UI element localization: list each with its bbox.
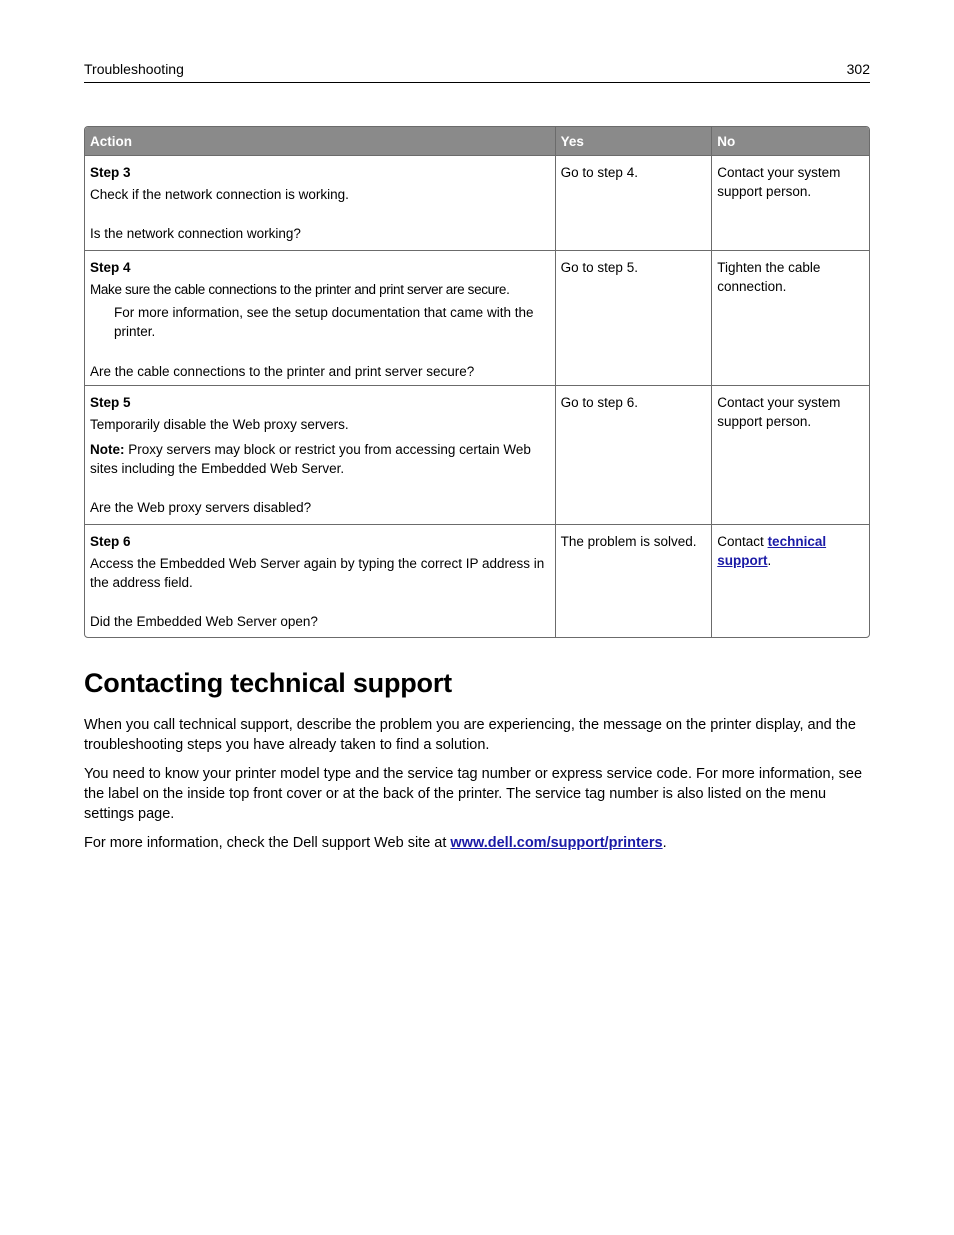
- step-question: Are the cable connections to the printer and print server secure?: [90, 364, 475, 379]
- troubleshooting-table: [84, 126, 870, 638]
- table-row: [85, 250, 869, 385]
- column-header-yes: Yes: [555, 127, 712, 155]
- yes-text: The problem is solved.: [560, 534, 697, 549]
- table-header-row: [85, 127, 869, 155]
- action-cell: [85, 524, 555, 637]
- header-page-number: 302: [846, 61, 870, 77]
- step-instruction: Temporarily disable the Web proxy servers.: [90, 417, 349, 432]
- no-text: Tighten the cable connection.: [717, 260, 821, 294]
- step-instruction: Access the Embedded Web Server again by typing the correct IP address in the address field.: [90, 556, 545, 590]
- column-header-action: Action: [85, 127, 555, 155]
- yes-text: Go to step 5.: [560, 260, 638, 275]
- yes-cell: [555, 385, 712, 524]
- paragraph-text: For more information, check the Dell support Web site at: [84, 835, 451, 851]
- action-cell: [85, 250, 555, 385]
- step-question: Is the network connection working?: [90, 226, 301, 241]
- action-cell: [85, 155, 555, 250]
- note-text: Proxy servers may block or restrict you from accessing certain Web sites including the Embedded Web Server.: [90, 442, 531, 476]
- technical-support-link[interactable]: technical support: [717, 534, 827, 568]
- step-title: Step 3: [90, 165, 131, 180]
- paragraph-suffix: .: [662, 835, 667, 851]
- table-row: [85, 524, 869, 637]
- yes-text: Go to step 4.: [560, 165, 638, 180]
- step-question: Did the Embedded Web Server open?: [90, 614, 318, 629]
- step-title: Step 5: [90, 395, 131, 410]
- page-header: [84, 60, 870, 83]
- step-title: Step 6: [90, 534, 131, 549]
- no-cell: [711, 524, 869, 637]
- step-title: Step 4: [90, 260, 131, 275]
- yes-cell: [555, 524, 712, 637]
- body-paragraph: When you call technical support, describe the problem you are experiencing, the message on the printer display, and the troubleshooting steps you have already taken to find a solution.: [84, 717, 856, 753]
- no-text: Contact your system support person.: [717, 165, 841, 199]
- table-row: [85, 155, 869, 250]
- no-prefix: Contact: [717, 534, 768, 549]
- header-section-title: Troubleshooting: [84, 61, 184, 77]
- yes-cell: [555, 250, 712, 385]
- no-text: [717, 532, 864, 570]
- step-instruction: Check if the network connection is working.: [90, 187, 349, 202]
- table-row: [85, 385, 869, 524]
- body-paragraph: [84, 834, 874, 854]
- no-cell: [711, 250, 869, 385]
- column-header-no: No: [711, 127, 869, 155]
- action-cell: [85, 385, 555, 524]
- yes-cell: [555, 155, 712, 250]
- step-instruction: Make sure the cable connections to the printer and print server are secure.: [90, 282, 510, 297]
- note-label: Note:: [90, 442, 125, 457]
- step-subinstruction: For more information, see the setup documentation that came with the printer.: [114, 305, 534, 339]
- step-question: Are the Web proxy servers disabled?: [90, 500, 312, 515]
- no-text: Contact your system support person.: [717, 395, 841, 429]
- body-paragraph: You need to know your printer model type and the service tag number or express service code. For more information, see the label on the inside top front cover or at the back of the printer. The service tag number is also listed on the menu settings page.: [84, 766, 863, 822]
- no-suffix: .: [767, 553, 772, 568]
- no-cell: [711, 155, 869, 250]
- yes-text: Go to step 6.: [560, 395, 638, 410]
- step-note: [90, 440, 550, 478]
- dell-support-link[interactable]: www.dell.com/support/printers: [450, 835, 663, 851]
- no-cell: [711, 385, 869, 524]
- section-title: Contacting technical support: [84, 668, 452, 698]
